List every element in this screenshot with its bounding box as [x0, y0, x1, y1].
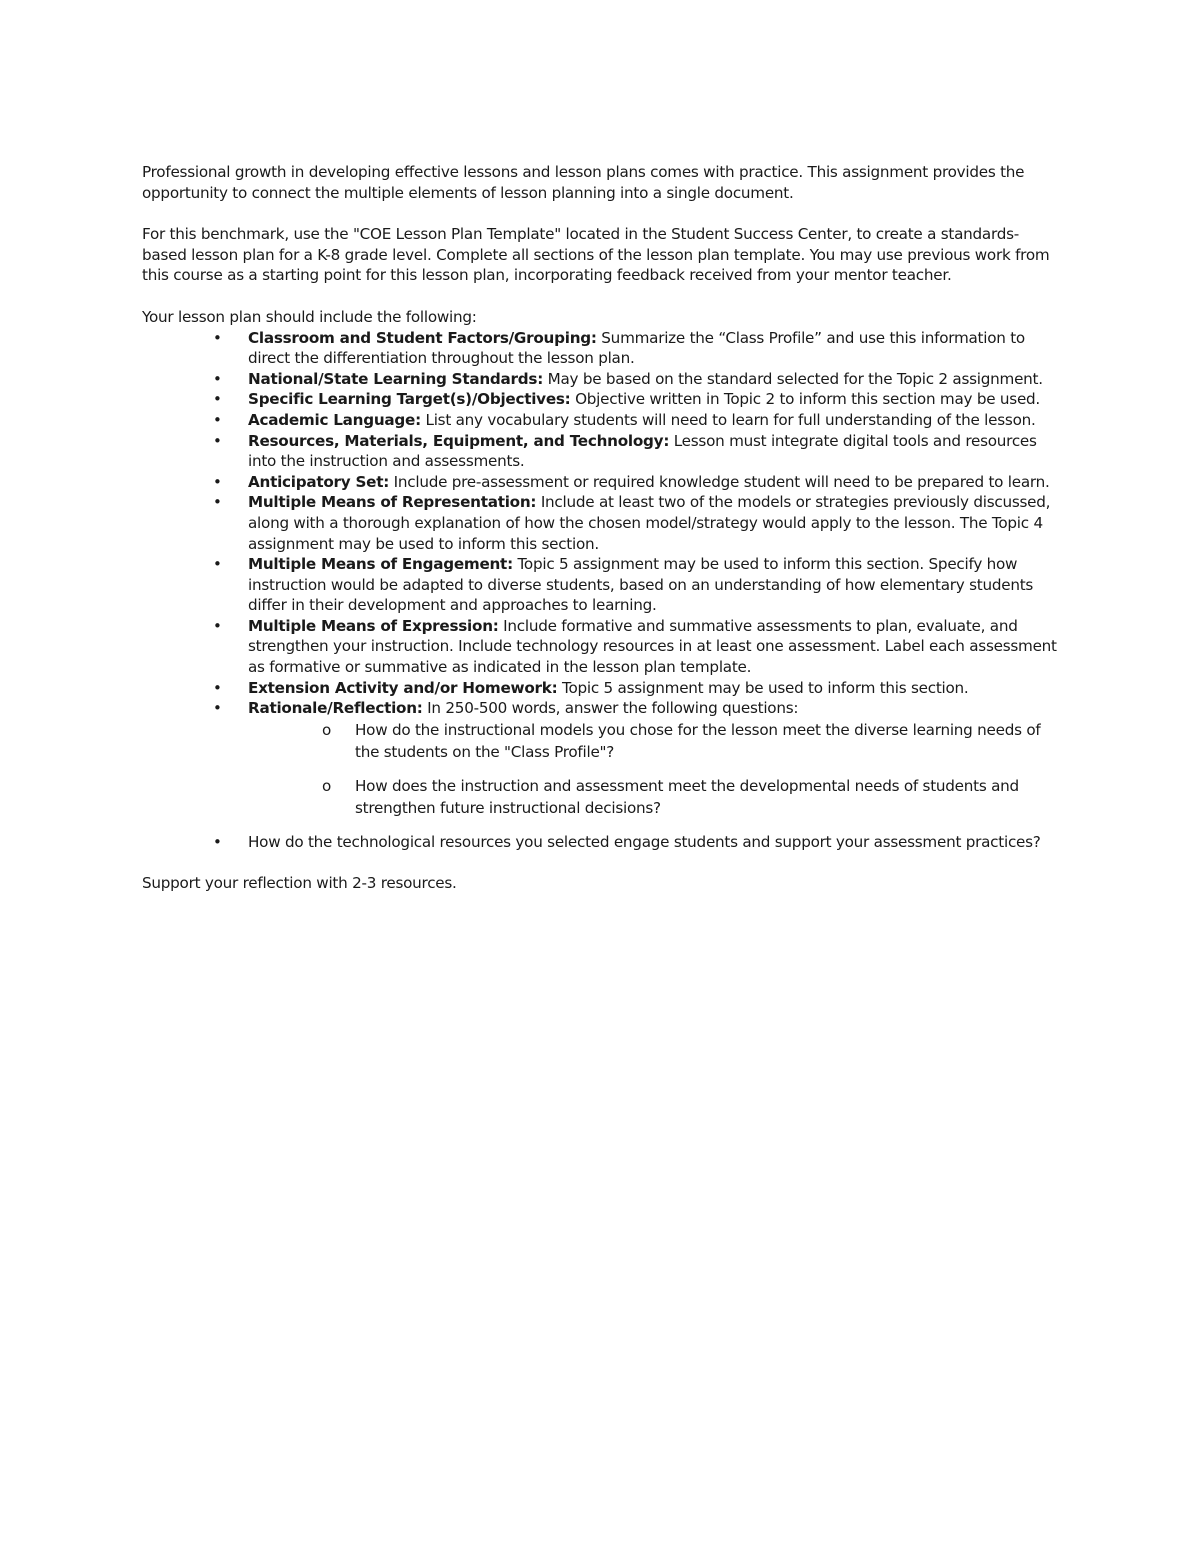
reflection-questions	[248, 719, 1062, 820]
item-text: Include pre-assessment or required knowledge student will need to be prepared to learn.	[389, 472, 1050, 491]
list-item	[142, 328, 1062, 369]
item-text: Include at least two of the models or strategies previously discussed, along with a thorough explanation of how the chosen model/strategy would apply to the lesson. The Topic 4 assignment may be used to inform this section.	[248, 493, 1051, 553]
list-item	[142, 472, 1062, 493]
intro-paragraph-1: Professional growth in developing effective lessons and lesson plans comes with practice. This assignment provides the opportunity to connect the multiple elements of lesson planning into a single document.	[142, 163, 1025, 202]
sub-list-item: o How do the instructional models you chose for the lesson meet the diverse learning needs of the students on the "Class Profile"?	[142, 719, 1062, 764]
list-item	[142, 554, 1062, 616]
sub-list-item: o How does the instruction and assessment meet the developmental needs of students and strengthen future instructional decisions?	[142, 775, 1062, 820]
item-text: In 250-500 words, answer the following questions:	[422, 699, 799, 718]
item-text: Summarize the “Class Profile” and use this information to direct the differentiation throughout the lesson plan.	[248, 328, 1025, 368]
list-item: • How do the technological resources you selected engage students and support your assessment practices?	[142, 832, 1062, 853]
list-intro: Your lesson plan should include the following:	[142, 307, 477, 326]
item-term: Resources, Materials, Equipment, and Technology:	[248, 431, 670, 450]
item-term: Rationale/Reflection:	[248, 699, 423, 718]
item-term: National/State Learning Standards:	[248, 369, 544, 388]
item-term: Extension Activity and/or Homework:	[248, 678, 558, 697]
item-text: May be based on the standard selected for the Topic 2 assignment.	[543, 369, 1043, 388]
requirements-section	[142, 307, 1062, 852]
intro-paragraph-2: For this benchmark, use the "COE Lesson Plan Template" located in the Student Success Center, to create a standards-based lesson plan for a K-8 grade level. Complete all sections of the lesson plan template. You may use previous work from this course as a starting point for this lesson plan, incorporating feedback received from your mentor teacher.	[142, 225, 1050, 285]
item-text: Include formative and summative assessments to plan, evaluate, and strengthen your instruction. Include technology resources in at least one assessment. Label each assessment as formative or summative as indicated in the lesson plan template.	[248, 616, 1057, 677]
document-page	[142, 162, 1062, 894]
list-item	[142, 410, 1062, 431]
closing-paragraph: Support your reflection with 2-3 resources.	[142, 874, 457, 893]
list-item	[142, 431, 1062, 472]
item-term: Multiple Means of Expression:	[248, 616, 499, 635]
list-item	[142, 616, 1062, 678]
requirements-list	[142, 328, 1062, 853]
list-item	[142, 369, 1062, 390]
item-term: Multiple Means of Representation:	[248, 493, 537, 512]
item-term: Anticipatory Set:	[248, 472, 390, 491]
item-term: Academic Language:	[248, 410, 421, 429]
list-item	[142, 389, 1062, 410]
list-item	[142, 698, 1062, 820]
item-term: Classroom and Student Factors/Grouping:	[248, 328, 597, 347]
list-item	[142, 678, 1062, 699]
item-term: Multiple Means of Engagement:	[248, 555, 513, 574]
item-text: List any vocabulary students will need to learn for full understanding of the lesson.	[420, 410, 1036, 429]
item-term: Specific Learning Target(s)/Objectives:	[248, 390, 571, 409]
item-text: Topic 5 assignment may be used to inform this section. Specify how instruction would be adapted to diverse students, based on an understanding of how elementary students differ in their development and approaches to learning.	[248, 555, 1034, 615]
item-text: Lesson must integrate digital tools and resources into the instruction and assessments.	[248, 431, 1037, 471]
item-text: Topic 5 assignment may be used to inform this section.	[557, 678, 969, 697]
list-item	[142, 492, 1062, 554]
item-text: Objective written in Topic 2 to inform this section may be used.	[570, 390, 1041, 409]
